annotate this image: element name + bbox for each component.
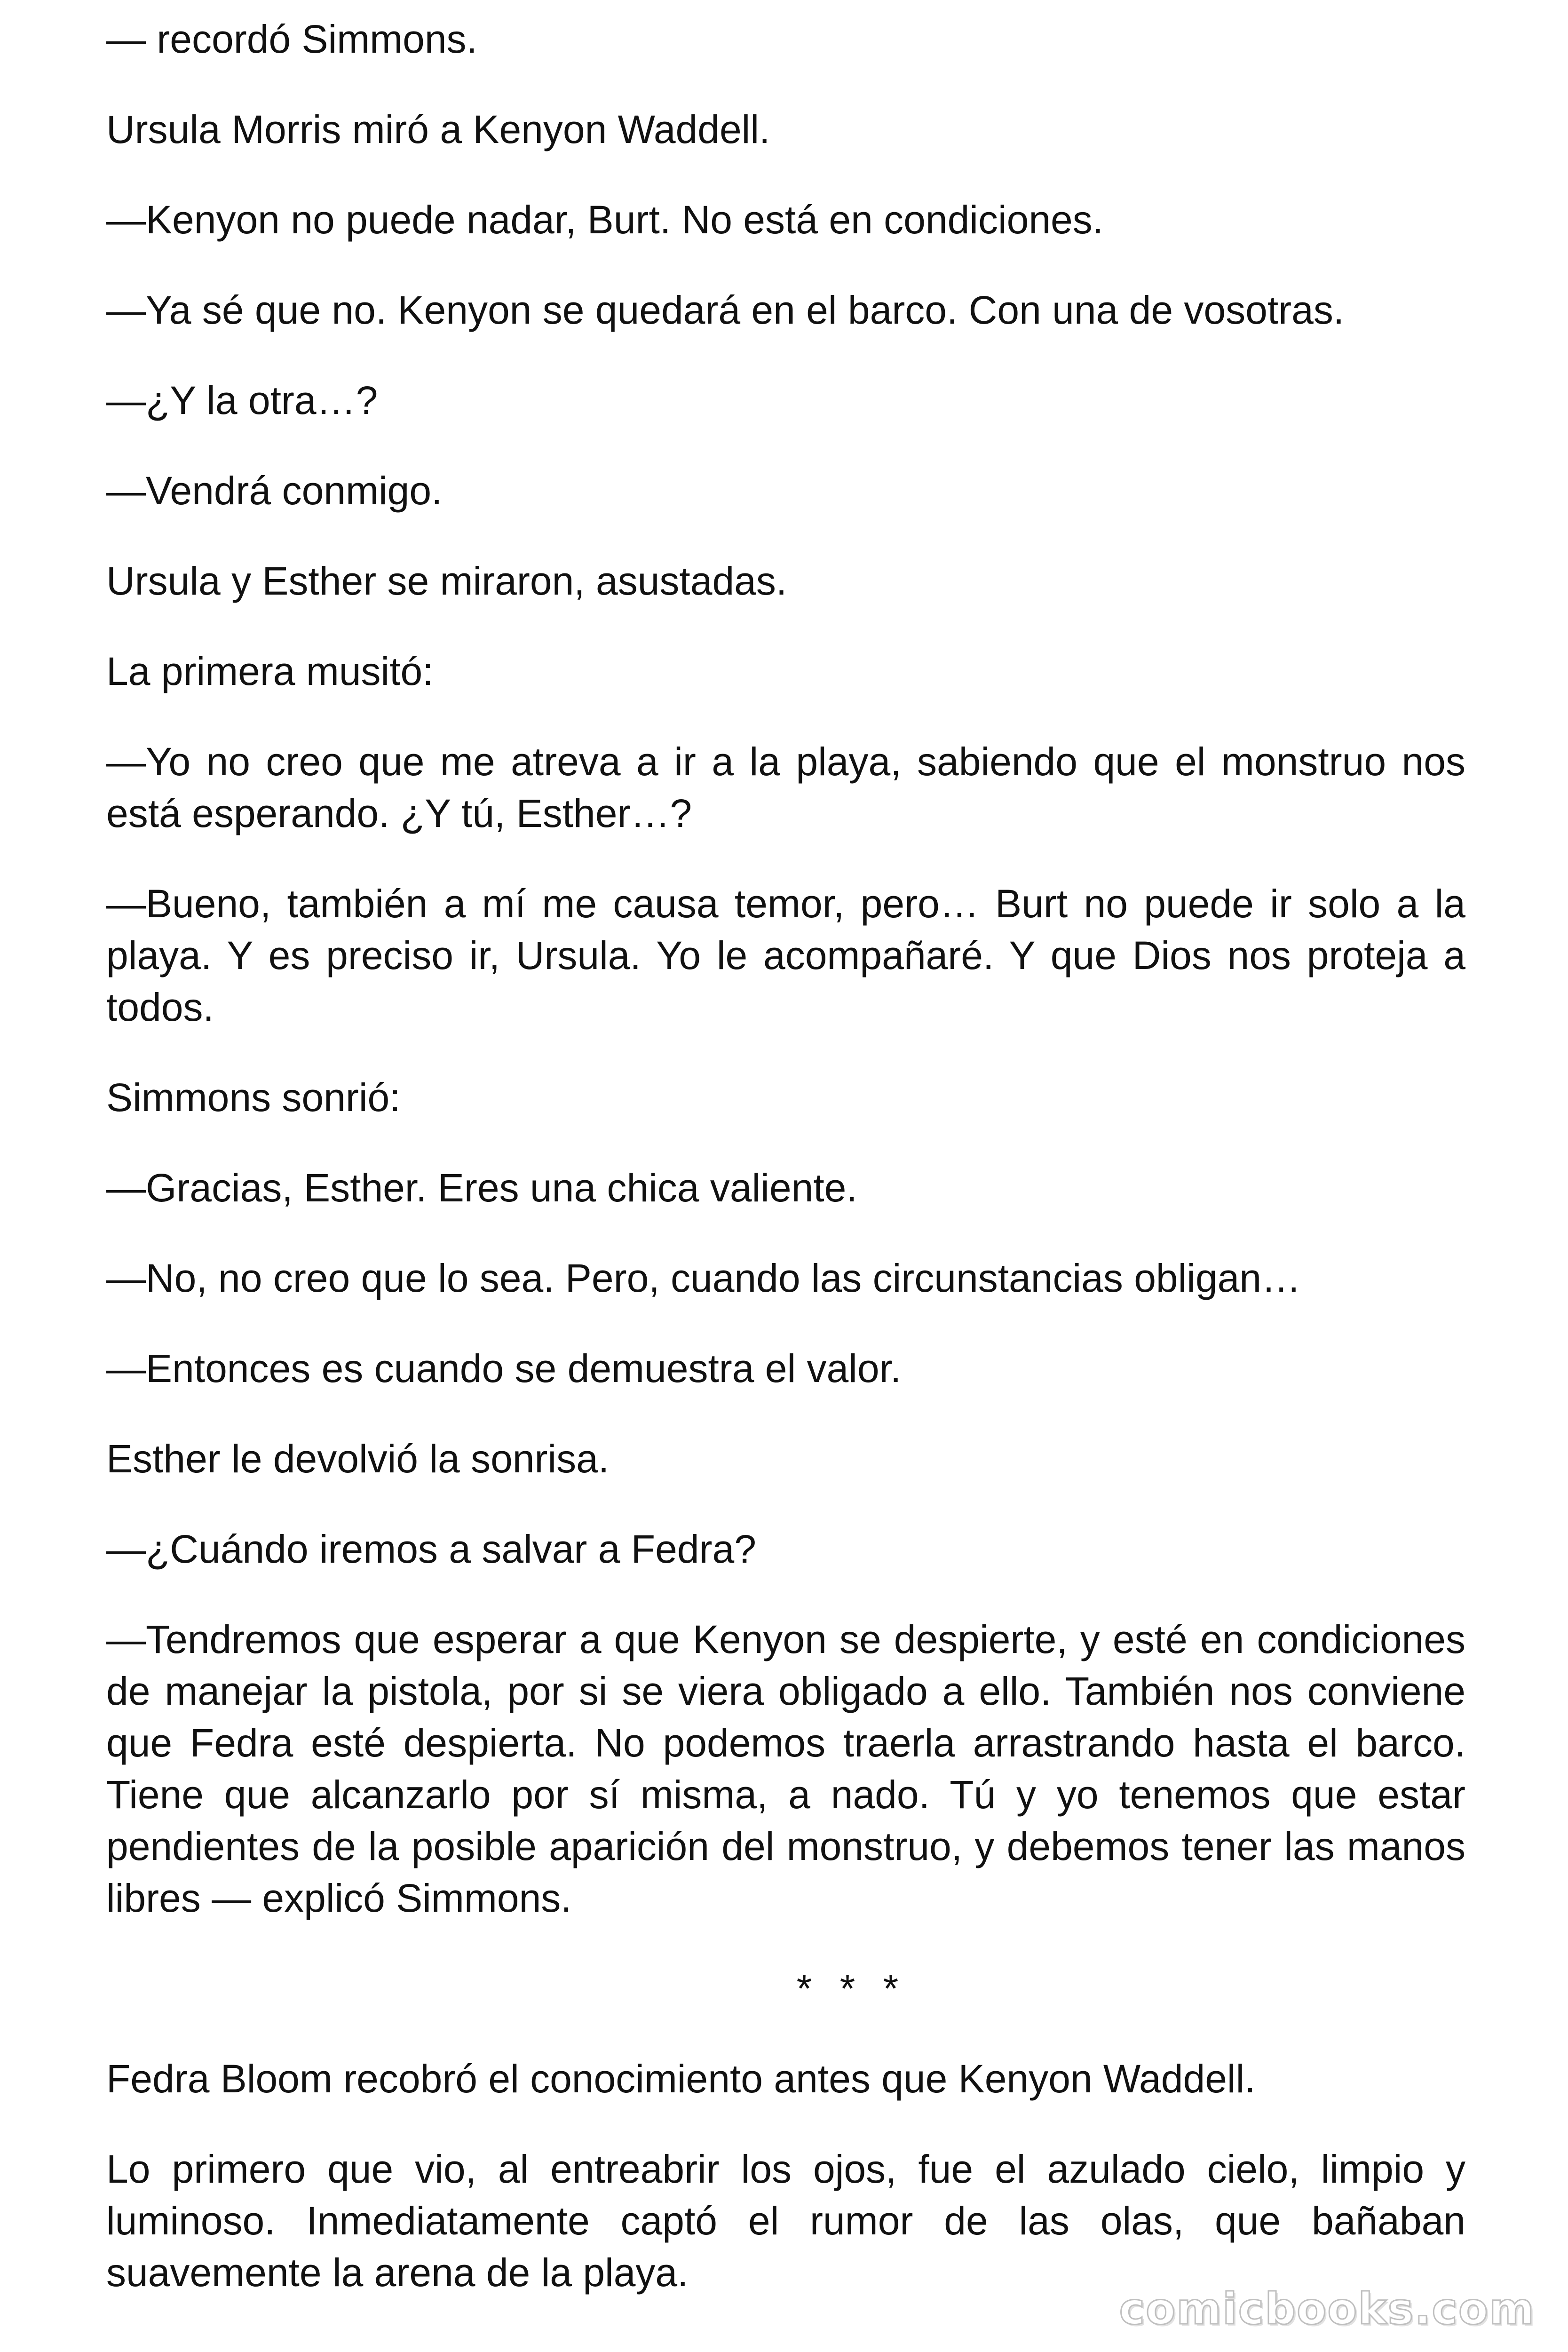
paragraph: —Bueno, también a mí me causa temor, pero… Burt no puede ir solo a la playa. Y es preciso ir, Ursula. Yo le acompañaré. Y que Dios nos proteja a todos. bbox=[106, 882, 1465, 1029]
paragraph: Lo primero que vio, al entreabrir los ojos, fue el azulado cielo, limpio y luminoso. Inmediatamente captó el rumor de las olas, que bañaban suavemente la arena de la playa. bbox=[106, 2147, 1465, 2295]
paragraph: Ursula Morris miró a Kenyon Waddell. bbox=[106, 107, 770, 151]
page-body bbox=[106, 13, 1465, 2298]
section-separator: * * * bbox=[796, 1966, 907, 2010]
paragraph: —Yo no creo que me atreva a ir a la playa, sabiendo que el monstruo nos está esperando. ¿Y tú, Esther…? bbox=[106, 739, 1465, 835]
paragraph: —Ya sé que no. Kenyon se quedará en el barco. Con una de vosotras. bbox=[106, 288, 1345, 332]
paragraph: —Entonces es cuando se demuestra el valor. bbox=[106, 1346, 902, 1391]
paragraph: Esther le devolvió la sonrisa. bbox=[106, 1437, 610, 1481]
paragraph: —Gracias, Esther. Eres una chica valiente. bbox=[106, 1166, 857, 1210]
watermark: comicbooks.com bbox=[1119, 2284, 1535, 2334]
paragraph: Ursula y Esther se miraron, asustadas. bbox=[106, 559, 787, 603]
paragraph: Fedra Bloom recobró el conocimiento antes que Kenyon Waddell. bbox=[106, 2057, 1256, 2101]
paragraph: La primera musitó: bbox=[106, 649, 434, 693]
paragraph: Simmons sonrió: bbox=[106, 1075, 401, 1120]
paragraph: —No, no creo que lo sea. Pero, cuando las circunstancias obligan… bbox=[106, 1256, 1301, 1300]
paragraph: —¿Y la otra…? bbox=[106, 378, 378, 422]
paragraph: —¿Cuándo iremos a salvar a Fedra? bbox=[106, 1527, 756, 1571]
paragraph: — recordó Simmons. bbox=[106, 17, 477, 61]
paragraph: —Tendremos que esperar a que Kenyon se despierte, y esté en condiciones de manejar la pistola, por si se viera obligado a ello. También nos conviene que Fedra esté despierta. No podemos traerla arrastrando hasta el barco. Tiene que alcanzarlo por sí misma, a nado. Tú y yo tenemos que estar pendientes de la posible aparición del monstruo, y debemos tener las manos libres — explicó Simmons. bbox=[106, 1617, 1465, 1920]
paragraph: —Vendrá conmigo. bbox=[106, 469, 443, 513]
paragraph: —Kenyon no puede nadar, Burt. No está en condiciones. bbox=[106, 198, 1104, 242]
